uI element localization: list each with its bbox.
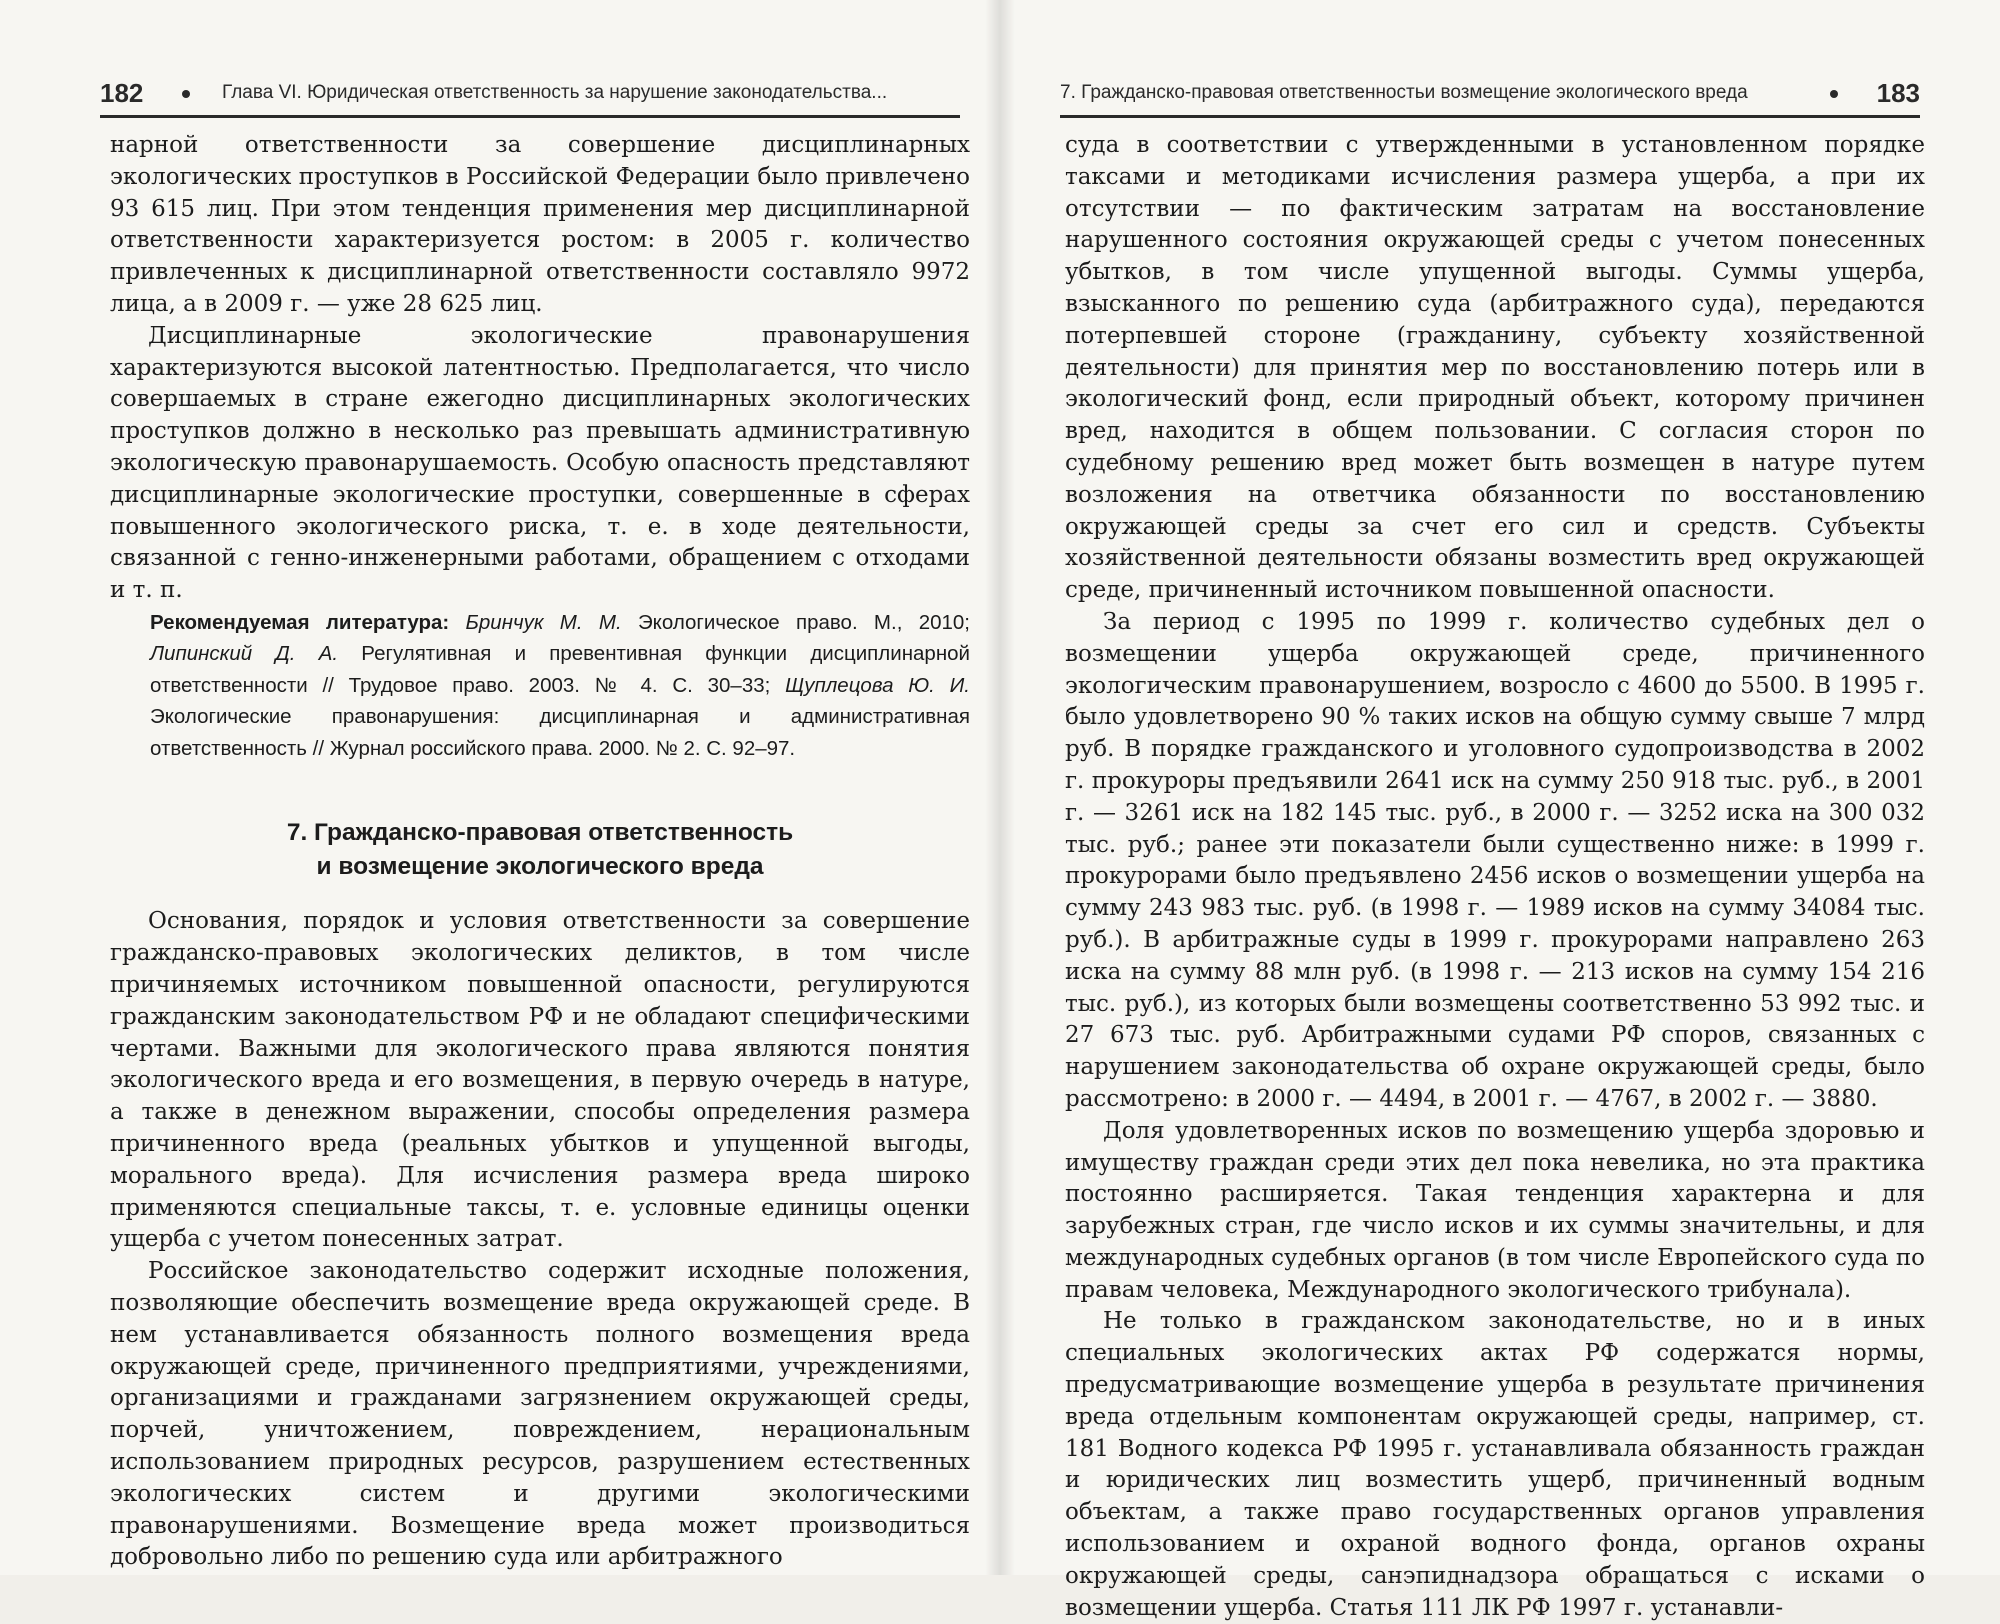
paragraph: Основания, порядок и условия ответственности за совершение гражданско-правовых экологических деликтов, в том числе причиняемых источником повышенной опасности, регулируются гражданским законодательством РФ и не обладают специфическими чертами. Важными для экологического права являются понятия экологического вреда и его возмещения, в первую очередь в натуре, а также в денежном выражении, способы определения размера причиненного вреда (реальных убытков и упущенной выгоды, морального вреда). Для исчисления размера вреда широко применяются специальные таксы, т. е. условные единицы оценки ущерба с учетом понесенных затрат. xyxy=(110,908,970,1253)
left-page-text xyxy=(110,130,970,1574)
running-head-left xyxy=(100,78,960,118)
section-title-line: и возмещение экологического вреда xyxy=(316,853,764,881)
literature-author: Бринчук М. М. xyxy=(465,610,622,634)
literature-label: Рекомендуемая литература: xyxy=(150,610,450,634)
header-rule xyxy=(100,115,960,118)
literature-text: Экологическое право. М., 2010; xyxy=(621,610,970,634)
paragraph: Не только в гражданском законодательстве, но и в иных специальных экологических актах РФ содержатся нормы, предусматривающие возмещение ущерба в результате причинения вреда отдельным компонентам окружающей среды, например, ст. 181 Водного кодекса РФ 1995 г. устанавливала обязанность граждан и юридических лиц возместить ущерб, причиненный водным объектам, а также право государственных органов управления использованием и охраной водного фонда, органов охраны окружающей среды, санэпиднадзора обращаться с исками о возмещении ущерба. Статья 111 ЛК РФ 1997 г. устанавли- xyxy=(1065,1308,1925,1621)
bullet-separator xyxy=(1830,90,1838,98)
section-title xyxy=(110,816,970,884)
literature-text: Экологические правонарушения: дисциплинарная и административная ответственность // Журнал российского права. 2000. № 2. С. 92–97. xyxy=(150,705,970,760)
left-page xyxy=(0,0,1000,1575)
paragraph: Доля удовлетворенных исков по возмещению ущерба здоровью и имуществу граждан среди этих дел пока невелика, но эта практика постоянно расширяется. Такая тенденция характерна и для зарубежных стран, где число исков и их суммы значительны, и для международных судебных органов (в том числе Европейского суда по правам человека, Международного экологического трибунала). xyxy=(1065,1117,1925,1303)
book-gutter-shadow xyxy=(985,0,1015,1575)
paragraph: Российское законодательство содержит исходные положения, позволяющие обеспечить возмещение вреда окружающей среде. В нем устанавливается обязанность полного возмещения вреда окружающей среде, причиненного предприятиями, учреждениями, организациями и гражданами загрязнением окружающей среды, порчей, уничтожением, повреждением, нерациональным использованием природных ресурсов, разрушением естественных экологических систем и другими экологическими правонарушениями. Возмещение вреда может производиться добровольно либо по решению суда или арбитражного xyxy=(110,1258,970,1571)
page-number-right: 183 xyxy=(1876,78,1920,108)
paragraph: суда в соответствии с утвержденными в установленном порядке таксами и методиками исчисления размера ущерба, а при их отсутствии — по фактическим затратам на восстановление нарушенного состояния окружающей среды с учетом понесенных убытков, в том числе упущенной выгоды. Суммы ущерба, взысканного по решению суда (арбитражного суда), передаются потерпевшей стороне (гражданину, субъекту хозяйственной деятельности) для принятия мер по восстановлению потерь или в экологический фонд, если природный объект, которому причинен вред, находится в общем пользовании. С согласия сторон по судебному решению вред может быть возмещен в натуре путем возложения на ответчика обязанности по восстановлению окружающей среды за счет его сил и средств. Субъекты хозяйственной деятельности обязаны возместить вред окружающей среде, причиненный источником повышенной опасности. xyxy=(1065,132,1925,604)
section-title-line: 7. Гражданско-правовая ответственность xyxy=(286,819,794,847)
running-head-title-right: 7. Гражданско-правовая ответственностьи возмещение экологического вреда xyxy=(1060,82,1748,103)
right-page-text xyxy=(1065,130,1925,1624)
literature-text: Регулятивная и превентивная функции дисциплинарной ответственности // Трудовое право. 2003. № 4. С. 30–33; xyxy=(150,642,970,697)
page-number-left: 182 xyxy=(100,78,144,108)
paragraph: За период с 1995 по 1999 г. количество судебных дел о возмещении ущерба окружающей среде, причиненного экологическим правонарушением, возросло с 4600 до 5500. В 1995 г. было удовлетворено 90 % таких исков на общую сумму свыше 7 млрд руб. В порядке гражданского и уголовного судопроизводства в 2002 г. прокуроры предъявили 2641 иск на сумму 250 918 тыс. руб., в 2001 г. — 3261 иск на 182 145 тыс. руб., в 2000 г. — 3252 иска на 300 032 тыс. руб.; ранее эти показатели были существенно ниже: в 1999 г. прокурорами было предъявлено 2456 исков о возмещении ущерба на сумму 243 983 тыс. руб. (в 1998 г. — 1989 исков на сумму 34084 тыс. руб.). В арбитражные суды в 1999 г. прокурорами направлено 263 иска на сумму 88 млн руб. (в 1998 г. — 213 исков на сумму 154 216 тыс. руб.), из которых были возмещены соответственно 53 992 тыс. и 27 673 тыс. руб. Арбитражными судами РФ споров, связанных с нарушением законодательства об охране окружающей среды, было рассмотрено: в 2000 г. — 4494, в 2001 г. — 4767, в 2002 г. — 3880. xyxy=(1065,608,1925,1112)
running-head-title-left: Глава VI. Юридическая ответственность за нарушение законодательства... xyxy=(222,82,888,103)
paragraph: нарной ответственности за совершение дисциплинарных экологических проступков в Российской Федерации было привлечено 93 615 лиц. При этом тенденция применения мер дисциплинарной ответственности характеризуется ростом: в 2005 г. количество привлеченных к дисциплинарной ответственности составляло 9972 лица, а в 2009 г. — уже 28 625 лиц. xyxy=(110,132,970,317)
recommended-literature xyxy=(110,607,970,765)
running-head-right xyxy=(1060,78,1920,118)
right-page xyxy=(1000,0,2000,1621)
bullet-separator xyxy=(182,90,190,98)
paragraph: Дисциплинарные экологические правонарушения характеризуются высокой латентностью. Предполагается, что число совершаемых в стране ежегодно дисциплинарных экологических проступков должно в несколько раз превышать административную экологическую правонарушаемость. Особую опасность представляют дисциплинарные экологические проступки, совершенные в сферах повышенного экологического риска, т. е. в ходе деятельности, связанной с генно-инженерными работами, обращением с отходами и т. п. xyxy=(110,322,970,604)
literature-author: Щуплецова Ю. И. xyxy=(785,673,970,697)
literature-author: Липинский Д. А. xyxy=(150,642,339,666)
header-rule xyxy=(1060,115,1920,118)
